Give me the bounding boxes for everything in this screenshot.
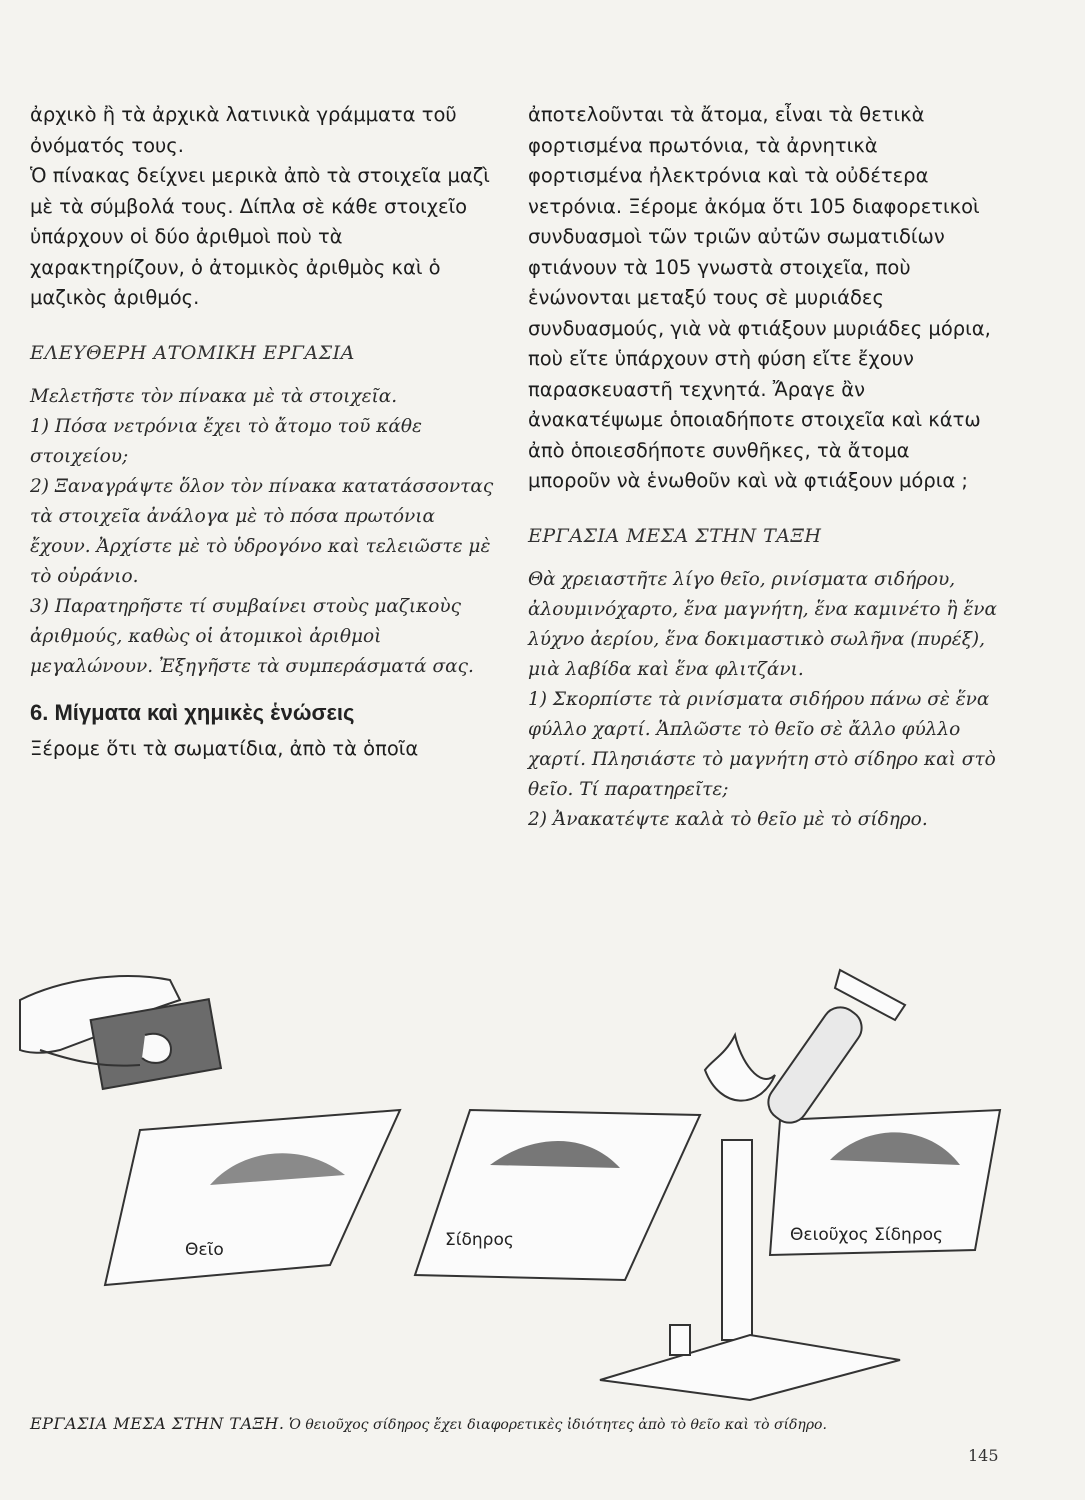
step-1: 1) Σκορπίστε τὰ ρινίσματα σιδήρου πάνω σὲ ἕνα φύλλο χαρτί. Ἁπλῶστε τὸ θεῖο σὲ ἄλλο φύλλο χαρτί. Πλησιάστε τὸ μαγνήτη στὸ σίδηρο καὶ στὸ θεῖο. Τί παρατηρεῖτε;: [528, 688, 996, 800]
sulfur-paper: [105, 1110, 400, 1285]
page-number: 145: [968, 1446, 999, 1465]
table-description-paragraph: Ὁ πίνακας δείχνει μερικὰ ἀπὸ τὰ στοιχεῖα μαζὶ μὲ τὰ σύμβολά τους. Δίπλα σὲ κάθε στοιχεῖο ὑπάρχουν οἱ δύο ἀριθμοὶ ποὺ τὰ χαρακτηρίζουν, ὁ ἀτομικὸς ἀριθμὸς καὶ ὁ μαζικὸς ἀριθμός.: [30, 164, 490, 309]
sulfur-label: Θεῖο: [185, 1240, 224, 1260]
caption-text: Ὁ θειοῦχος σίδηρος ἔχει διαφορετικὲς ἰδιότητες ἀπὸ τὸ θεῖο καὶ τὸ σίδηρο.: [288, 1417, 827, 1433]
task-2: 2) Ξαναγράψτε ὅλον τὸν πίνακα κατατάσσοντας τὰ στοιχεῖα ἀνάλογα μὲ τὸ πόσα πρωτόνια ἔχουν. Ἀρχίστε μὲ τὸ ὑδρογόνο καὶ τελειῶστε μὲ τὸ οὐράνιο.: [30, 475, 494, 587]
figure-caption: [30, 1414, 1030, 1433]
iron-paper: [415, 1110, 700, 1280]
task-intro: Μελετῆστε τὸν πίνακα μὲ τὰ στοιχεῖα.: [30, 385, 398, 407]
caption-title: ΕΡΓΑΣΙΑ ΜΕΣΑ ΣΤΗΝ ΤΑΞΗ.: [30, 1414, 285, 1433]
iron-sulfide-paper: [770, 1110, 1000, 1255]
left-column: [30, 100, 500, 764]
hand-with-magnet-icon: [20, 976, 221, 1089]
particles-paragraph: ἀποτελοῦνται τὰ ἄτομα, εἶναι τὰ θετικὰ φορτισμένα πρωτόνια, τὰ ἀρνητικὰ φορτισμένα ἠλεκτρόνια καὶ τὰ οὐδέτερα νετρόνια. Ξέρομε ἀκόμα ὅτι 105 διαφορετικοὶ συνδυασμοὶ τῶν τριῶν αὐτῶν σωματιδίων φτιάνουν τὰ 105 γνωστὰ στοιχεῖα, ποὺ ἑνώνονται μεταξύ τους σὲ μυριάδες συνδυασμούς, γιὰ νὰ φτιάξουν μυριάδες μόρια, ποὺ εἴτε ὑπάρχουν στὴ φύση εἴτε ἔχουν παρασκευαστῆ τεχνητά. Ἄραγε ἂν ἀνακατέψωμε ὁποιαδήποτε στοιχεῖα καὶ κάτω ἀπὸ ὁποιεσδήποτε συνθῆκες, τὰ ἄτομα μποροῦν νὰ ἑνωθοῦν καὶ νὰ φτιάξουν μόρια ;: [528, 103, 991, 492]
section-paragraph: Ξέρομε ὅτι τὰ σωματίδια, ἀπὸ τὰ ὁποῖα: [30, 736, 419, 760]
task-3: 3) Παρατηρῆστε τί συμβαίνει στοὺς μαζικοὺς ἀριθμούς, καθὼς οἱ ἀτομικοὶ ἀριθμοὶ μεγαλώνουν. Ἐξηγῆστε τὰ συμπεράσματά σας.: [30, 595, 474, 677]
iron-label: Σίδηρος: [445, 1230, 514, 1250]
right-column: [528, 100, 998, 835]
task-1: 1) Πόσα νετρόνια ἔχει τὸ ἄτομο τοῦ κάθε στοιχείου;: [30, 415, 422, 467]
experiment-illustration: [0, 940, 1085, 1410]
step-2: 2) Ἀνακατέψτε καλὰ τὸ θεῖο μὲ τὸ σίδηρο.: [528, 808, 928, 830]
iron-sulfide-label: Θειοῦχος Σίδηρος: [790, 1225, 943, 1245]
classwork-heading: ΕΡΓΑΣΙΑ ΜΕΣΑ ΣΤΗΝ ΤΑΞΗ: [528, 524, 822, 547]
materials-list: Θὰ χρειαστῆτε λίγο θεῖο, ρινίσματα σιδήρου, ἀλουμινόχαρτο, ἕνα μαγνήτη, ἕνα καμινέτο ἢ ἕνα λύχνο ἀερίου, ἕνα δοκιμαστικὸ σωλῆνα (πυρέξ), μιὰ λαβίδα καὶ ἕνα φλιτζάνι.: [528, 568, 998, 680]
section-title: 6. Μίγματα καὶ χημικὲς ἑνώσεις: [30, 699, 355, 725]
intro-paragraph: ἀρχικὸ ἢ τὰ ἀρχικὰ λατινικὰ γράμματα τοῦ ὀνόματός τους.: [30, 103, 457, 157]
individual-work-heading: ΕΛΕΥΘΕΡΗ ΑΤΟΜΙΚΗ ΕΡΓΑΣΙΑ: [30, 341, 355, 364]
